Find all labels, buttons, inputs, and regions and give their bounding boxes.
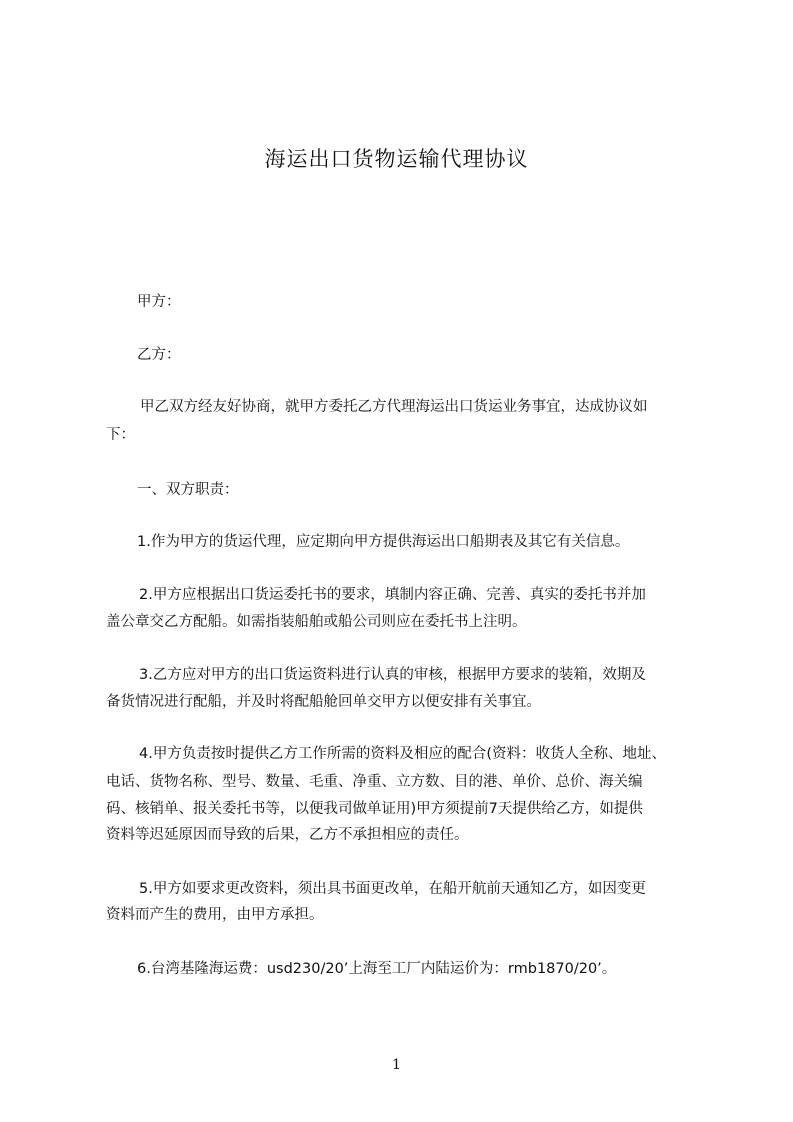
- document-title: 海运出口货物运输代理协议: [264, 147, 529, 171]
- party-a-label: 甲方：: [137, 294, 181, 310]
- clause-1-line-1: 1.作为甲方的货运代理，应定期向甲方提供海运出口船期表及其它有关信息。: [137, 534, 630, 550]
- intro-line-2: 下：: [106, 427, 135, 443]
- clause-4-line-2: 电话、货物名称、型号、数量、毛重、净重、立方数、目的港、单价、总价、海关编: [106, 774, 643, 790]
- intro-line-1: 甲乙双方经友好协商，就甲方委托乙方代理海运出口货运业务事宜，达成协议如: [140, 399, 648, 415]
- clause-3-line-2: 备货情况进行配船，并及时将配船舱回单交甲方以便安排有关事宜。: [106, 694, 541, 710]
- clause-6-line-1: 6.台湾基隆海运费：usd230/20’上海至工厂内陆运价为：rmb1870/20’。: [137, 961, 617, 977]
- clause-2-line-2: 盖公章交乙方配船。如需指装船舶或船公司则应在委托书上注明。: [106, 614, 527, 630]
- page-number: 1: [392, 1057, 401, 1073]
- clause-5-line-1: 5.甲方如要求更改资料，须出具书面更改单，在船开航前天通知乙方，如因变更: [139, 881, 646, 897]
- clause-2-line-1: 2.甲方应根据出口货运委托书的要求，填制内容正确、完善、真实的委托书并加: [139, 587, 646, 603]
- clause-3-line-1: 3.乙方应对甲方的出口货运资料进行认真的审核，根据甲方要求的装箱，效期及: [139, 667, 646, 683]
- clause-5-line-2: 资料而产生的费用，由甲方承担。: [106, 907, 324, 923]
- clause-4-line-1: 4.甲方负责按时提供乙方工作所需的资料及相应的配合(资料：收货人全称、地址、: [139, 746, 666, 762]
- clause-4-line-4: 资料等迟延原因而导致的后果，乙方不承担相应的责任。: [106, 827, 469, 843]
- clause-4-line-3: 码、核销单、报关委托书等，以便我司做单证用)甲方须提前7天提供给乙方，如提供: [106, 801, 643, 817]
- section-heading: 一、双方职责：: [137, 482, 239, 498]
- party-b-label: 乙方：: [137, 347, 181, 363]
